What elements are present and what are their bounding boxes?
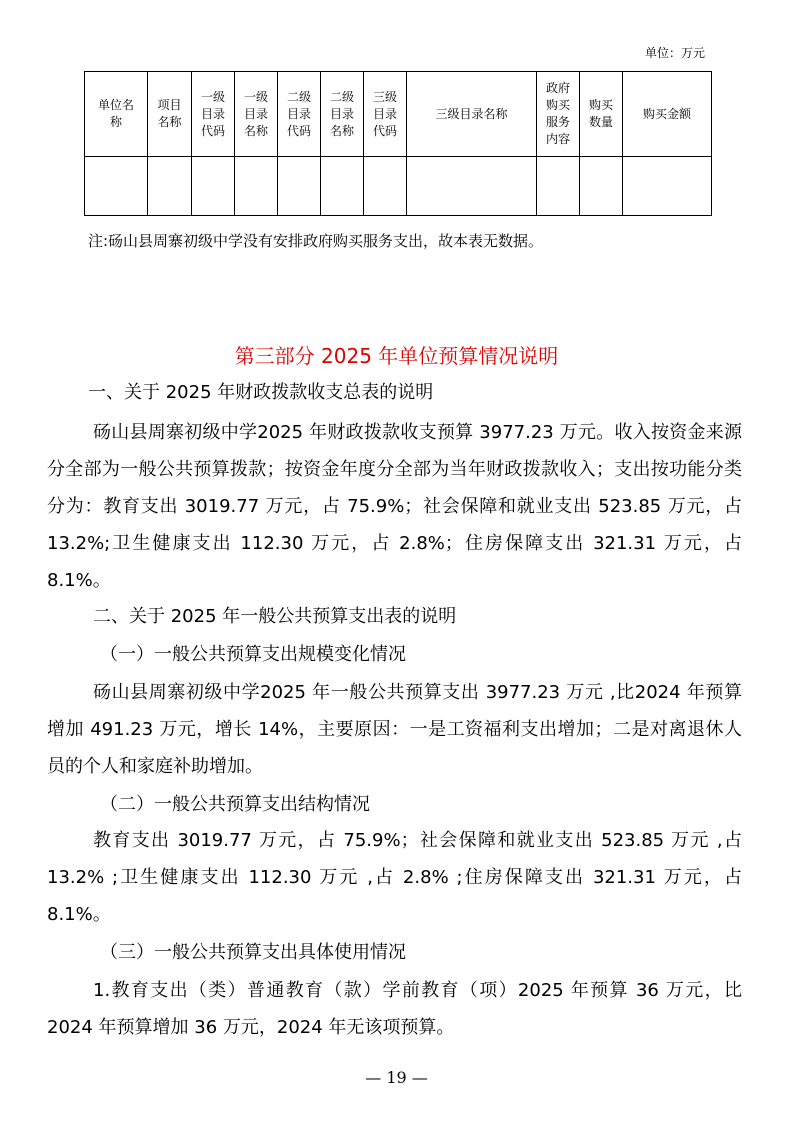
heading-2-2: （二）一般公共预算支出结构情况 [100, 794, 370, 815]
heading-2: 二、关于 2025 年一般公共预算支出表的说明 [93, 606, 457, 627]
paragraph-2: 砀山县周寨初级中学2025 年一般公共预算支出 3977.23 万元 ,比2024 年预算增加 491.23 万元，增长 14%，主要原因：一是工资福利支出增加；二是对离退休人员的个人和家庭补助增加。 [47, 682, 742, 777]
col-header: 购买 数量 [580, 72, 623, 157]
section-title: 第三部分 2025 年单位预算情况说明 [234, 344, 559, 368]
page-number: — 19 — [365, 1068, 428, 1087]
heading-1: 一、关于 2025 年财政拨款收支总表的说明 [88, 382, 434, 403]
col-header: 项目 名称 [148, 72, 192, 157]
paragraph-1: 砀山县周寨初级中学2025 年财政拨款收支预算 3977.23 万元。收入按资金来源分全部为一般公共预算拨款；按资金年度分全部为当年财政拨款收入；支出按功能分类分为：教育支出 3019.77 万元，占 75.9%；社会保障和就业支出 523.85 万元，占 13.2%;卫生健康支出 112.30 万元，占 2.8%；住房保障支出 321.31 万元，占 8.1%。 [47, 422, 742, 591]
col-header: 三级目录名称 [407, 72, 537, 157]
heading-2-1: （一）一般公共预算支出规模变化情况 [100, 644, 406, 665]
purchase-services-table [84, 71, 712, 216]
paragraph-3: 教育支出 3019.77 万元，占 75.9%；社会保障和就业支出 523.85 万元 ,占 13.2% ;卫生健康支出 112.30 万元 ,占 2.8% ;住房保障支出 321.31 万元，占 8.1%。 [47, 830, 742, 925]
heading-2-3: （三）一般公共预算支出具体使用情况 [100, 942, 406, 963]
table-row [85, 157, 712, 216]
col-header: 一级 目录 名称 [235, 72, 278, 157]
unit-label: 单位：万元 [644, 46, 705, 60]
table-note: 注:砀山县周寨初级中学没有安排政府购买服务支出，故本表无数据。 [88, 232, 544, 250]
col-header: 二级 目录 代码 [278, 72, 321, 157]
col-header: 二级 目录 名称 [321, 72, 364, 157]
col-header: 三级 目录 代码 [364, 72, 407, 157]
table-header-row [85, 72, 712, 157]
col-header: 一级 目录 代码 [192, 72, 235, 157]
col-header: 政府 购买 服务 内容 [537, 72, 580, 157]
col-header: 单位名 称 [85, 72, 148, 157]
paragraph-4: 1.教育支出（类）普通教育（款）学前教育（项）2025 年预算 36 万元，比 2024 年预算增加 36 万元，2024 年无该项预算。 [47, 980, 742, 1038]
col-header: 购买金额 [623, 72, 712, 157]
